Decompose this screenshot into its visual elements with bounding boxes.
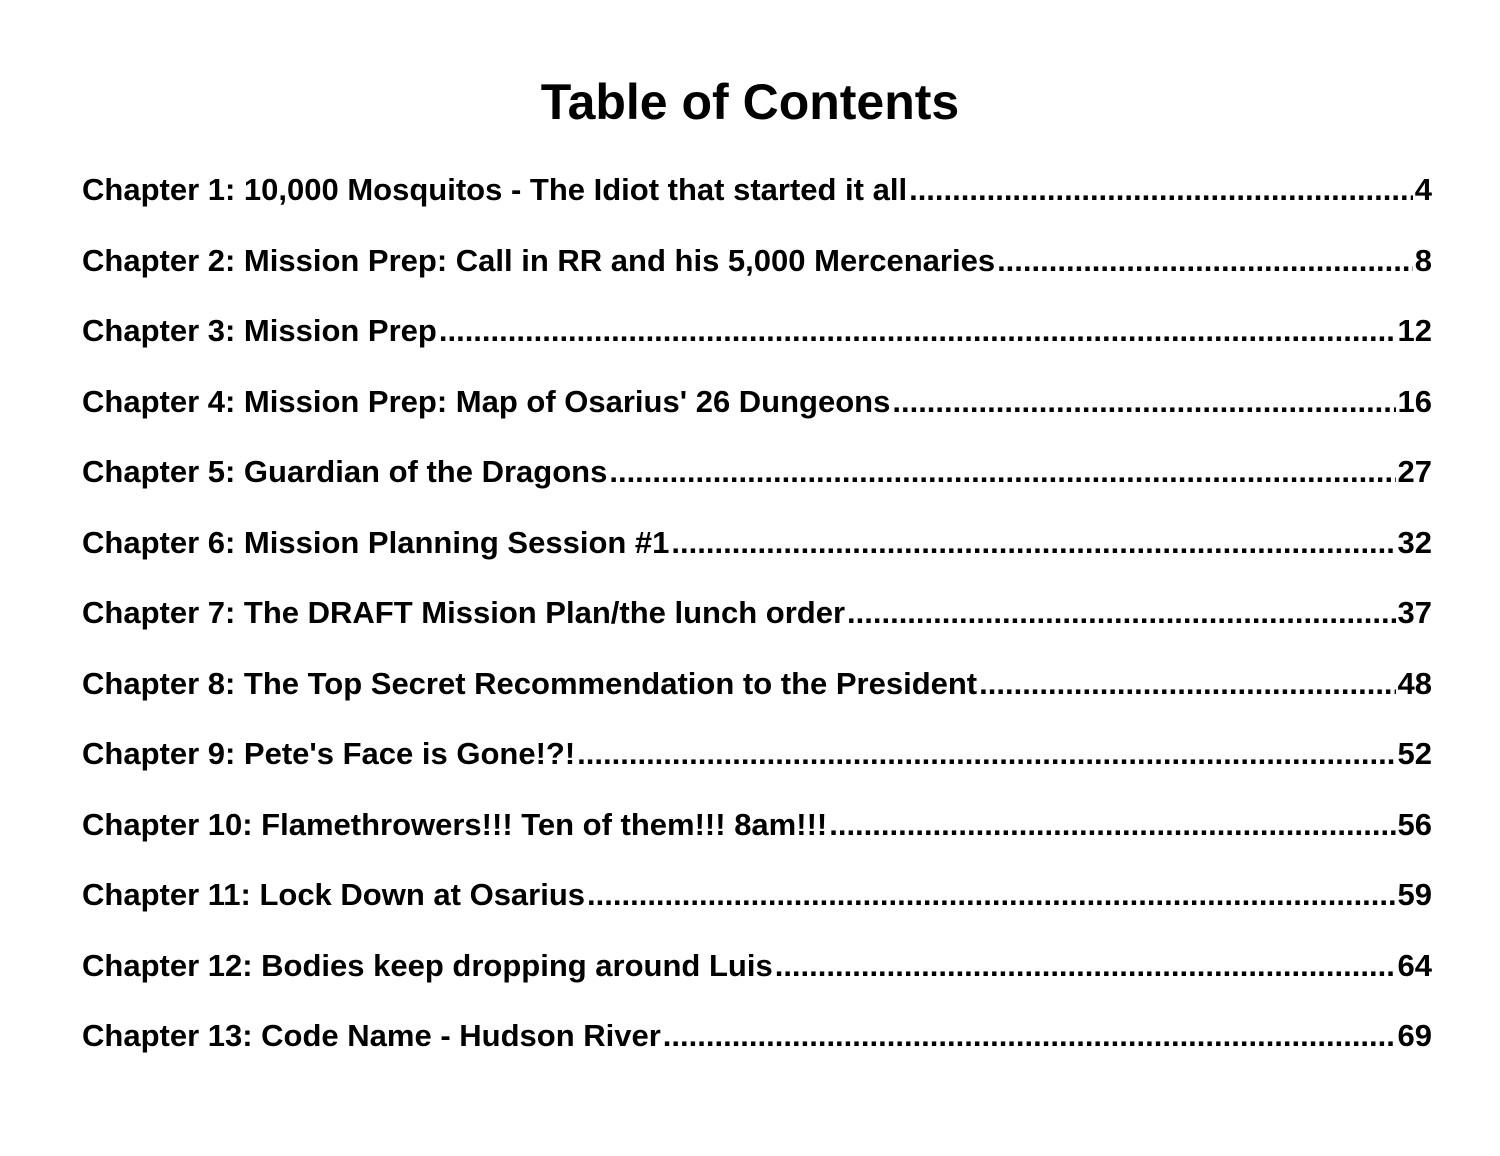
toc-entry-page: 48 bbox=[1397, 665, 1432, 701]
toc-list bbox=[82, 166, 1432, 1083]
toc-entry-page: 12 bbox=[1397, 313, 1432, 348]
toc-entry bbox=[82, 519, 1432, 590]
toc-entry-page: 64 bbox=[1397, 947, 1432, 983]
toc-entry-label: Chapter 8: The Top Secret Recommendation to the President bbox=[82, 665, 978, 701]
toc-entry-page: 4 bbox=[1414, 172, 1432, 207]
dot-leader bbox=[439, 307, 1396, 355]
toc-entry-label: Chapter 2: Mission Prep: Call in RR and his 5,000 Mercenaries bbox=[82, 242, 996, 278]
toc-entry-page: 69 bbox=[1397, 1018, 1432, 1053]
toc-entry-page: 27 bbox=[1397, 454, 1432, 489]
toc-entry-label: Chapter 5: Guardian of the Dragons bbox=[82, 454, 608, 489]
toc-entry-page: 16 bbox=[1397, 383, 1432, 419]
toc-entry bbox=[82, 589, 1432, 660]
dot-leader bbox=[587, 871, 1395, 919]
toc-entry-page: 37 bbox=[1397, 595, 1432, 630]
toc-entry-label: Chapter 9: Pete's Face is Gone!?! bbox=[82, 736, 576, 771]
toc-entry-label: Chapter 1: 10,000 Mosquitos - The Idiot that started it all bbox=[82, 172, 908, 207]
toc-entry-label: Chapter 11: Lock Down at Osarius bbox=[82, 877, 586, 912]
toc-entry bbox=[82, 378, 1432, 449]
dot-leader bbox=[909, 166, 1413, 214]
dot-leader bbox=[609, 448, 1395, 496]
toc-entry bbox=[82, 730, 1432, 801]
dot-leader bbox=[892, 378, 1395, 426]
page-title: Table of Contents bbox=[540, 74, 960, 130]
toc-entry bbox=[82, 660, 1432, 731]
toc-entry-page: 56 bbox=[1397, 806, 1432, 842]
toc-entry-label: Chapter 3: Mission Prep bbox=[82, 313, 437, 348]
toc-entry-page: 59 bbox=[1397, 877, 1432, 912]
dot-leader bbox=[979, 660, 1395, 708]
toc-entry-label: Chapter 6: Mission Planning Session #1 bbox=[82, 524, 670, 560]
dot-leader bbox=[775, 942, 1396, 990]
toc-entry bbox=[82, 237, 1432, 308]
toc-entry bbox=[82, 307, 1432, 378]
toc-entry-page: 32 bbox=[1397, 524, 1432, 560]
toc-entry bbox=[82, 871, 1432, 942]
toc-entry-page: 52 bbox=[1397, 736, 1432, 771]
toc-entry bbox=[82, 801, 1432, 872]
toc-entry-label: Chapter 13: Code Name - Hudson River bbox=[82, 1018, 661, 1053]
toc-entry-label: Chapter 7: The DRAFT Mission Plan/the lunch order bbox=[82, 595, 846, 630]
dot-leader bbox=[577, 730, 1395, 778]
toc-entry bbox=[82, 1012, 1432, 1083]
toc-entry bbox=[82, 942, 1432, 1013]
toc-entry-page: 8 bbox=[1414, 242, 1432, 278]
dot-leader bbox=[847, 589, 1396, 637]
toc-entry bbox=[82, 166, 1432, 237]
toc-entry bbox=[82, 448, 1432, 519]
toc-entry-label: Chapter 12: Bodies keep dropping around Luis bbox=[82, 947, 773, 983]
dot-leader bbox=[829, 801, 1395, 849]
dot-leader bbox=[663, 1012, 1396, 1060]
dot-leader bbox=[671, 519, 1395, 567]
toc-entry-label: Chapter 4: Mission Prep: Map of Osarius' 26 Dungeons bbox=[82, 383, 891, 419]
dot-leader bbox=[997, 237, 1413, 285]
toc-entry-label: Chapter 10: Flamethrowers!!! Ten of them!!! 8am!!! bbox=[82, 806, 828, 842]
